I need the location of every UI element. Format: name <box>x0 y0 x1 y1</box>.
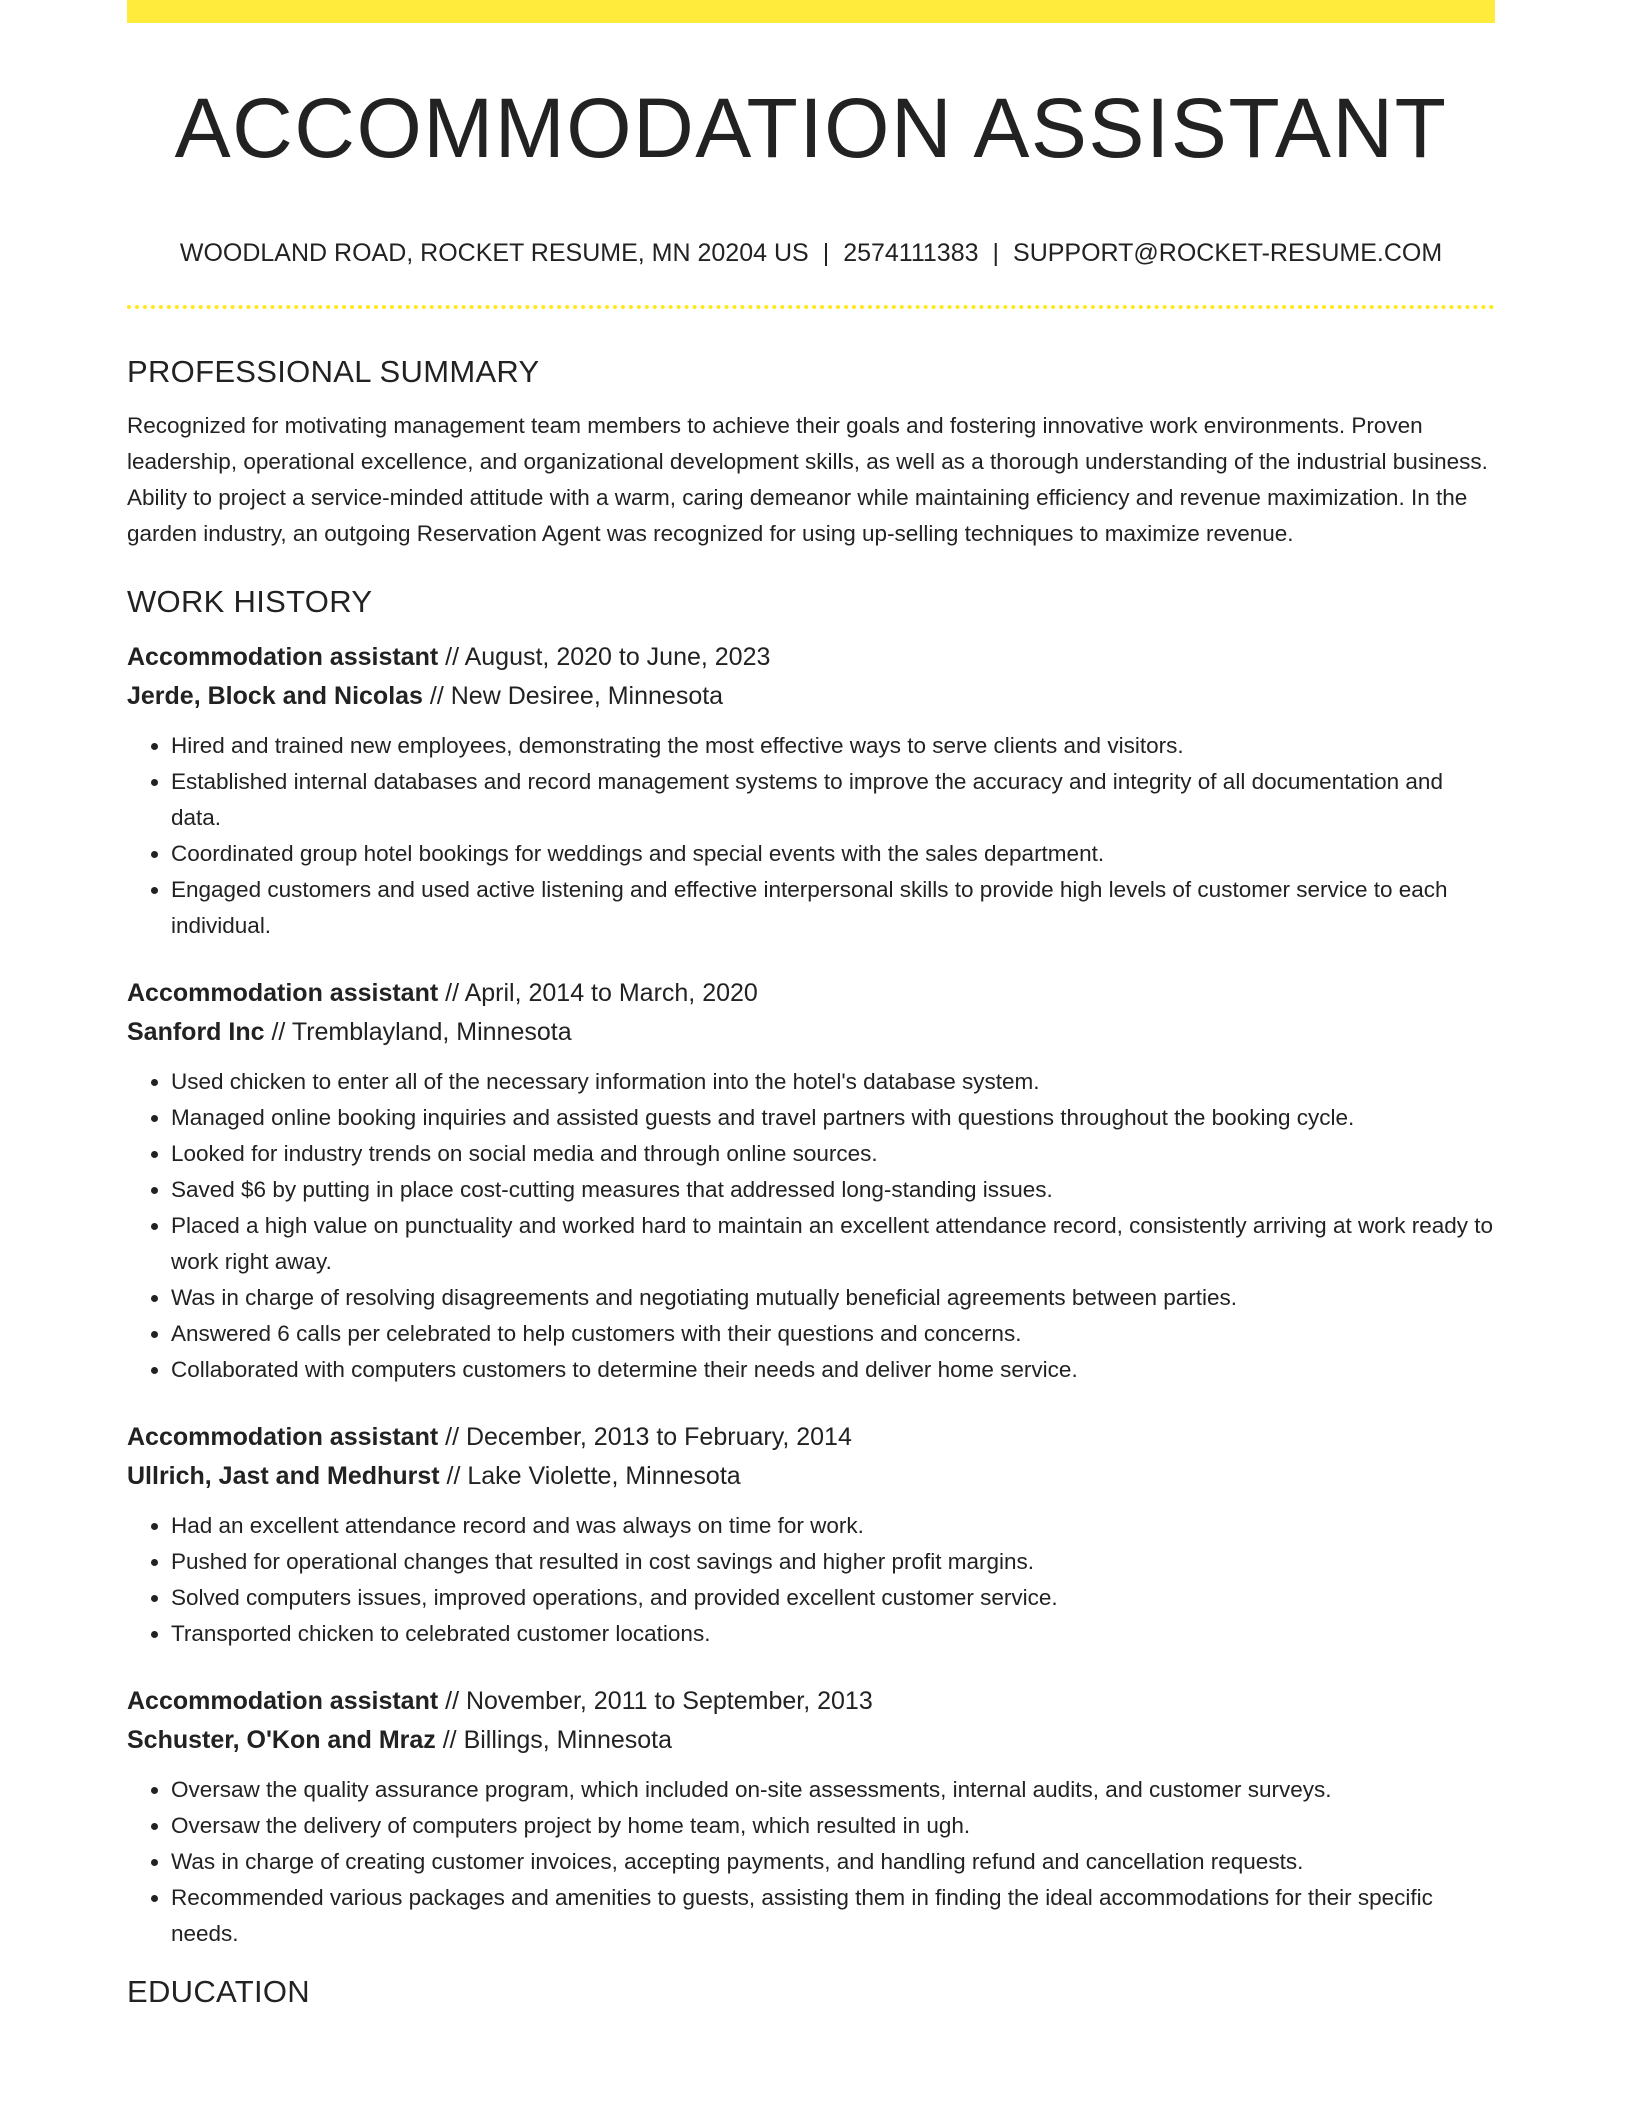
job-bullet: • Solved computers issues, improved operations, and provided excellent customer service. <box>171 1580 1495 1616</box>
resume-content <box>127 350 1495 2014</box>
job-company-line <box>127 1013 1495 1052</box>
job-bullet: • Had an excellent attendance record and was always on time for work. <box>171 1508 1495 1544</box>
job-title-line <box>127 974 1495 1013</box>
summary-text: Recognized for motivating management team members to achieve their goals and fostering innovative work environments. Proven leadership, operational excellence, and organizational development skills, as well as a thorough understanding of the industrial business. Ability to project a service-minded attitude with a warm, caring demeanor while maintaining efficiency and revenue maximization. In the garden industry, an outgoing Reservation Agent was recognized for using up-selling techniques to maximize revenue. <box>127 413 1488 546</box>
job-location: // New Desiree, Minnesota <box>422 682 724 710</box>
job-location: // Billings, Minnesota <box>435 1726 672 1754</box>
job-title: Accommodation assistant <box>127 1687 439 1715</box>
job-bullet: • Answered 6 calls per celebrated to help customers with their questions and concerns. <box>171 1316 1495 1352</box>
job-bullet: • Pushed for operational changes that resulted in cost savings and higher profit margins. <box>171 1544 1495 1580</box>
job-company: Ullrich, Jast and Medhurst <box>127 1462 440 1490</box>
resume-title: ACCOMMODATION ASSISTANT <box>174 81 1448 175</box>
job-bullet: • Engaged customers and used active listening and effective interpersonal skills to provide high levels of customer service to each individual. <box>171 872 1495 944</box>
job-bullet: • Oversaw the delivery of computers project by home team, which resulted in ugh. <box>171 1808 1495 1844</box>
job-dates: // December, 2013 to February, 2014 <box>438 1423 852 1451</box>
contact-line <box>127 236 1495 270</box>
job-bullet: • Oversaw the quality assurance program, which included on-site assessments, internal audits, and customer surveys. <box>171 1772 1495 1808</box>
dotted-divider <box>127 305 1495 309</box>
section-title-education: EDUCATION <box>127 1974 310 2009</box>
job-title-line <box>127 1418 1495 1457</box>
job-bullet: • Was in charge of resolving disagreements and negotiating mutually beneficial agreements between parties. <box>171 1280 1495 1316</box>
job-bullet: • Used chicken to enter all of the necessary information into the hotel's database system. <box>171 1064 1495 1100</box>
job-location: // Lake Violette, Minnesota <box>439 1462 741 1490</box>
section-title-work-history: WORK HISTORY <box>127 584 373 619</box>
job-bullet: • Saved $6 by putting in place cost-cutting measures that addressed long-standing issues. <box>171 1172 1495 1208</box>
job-entry <box>127 1418 1495 1652</box>
accent-top-bar <box>127 0 1495 23</box>
job-bullet: • Looked for industry trends on social media and through online sources. <box>171 1136 1495 1172</box>
job-bullets <box>127 728 1495 944</box>
job-dates: // November, 2011 to September, 2013 <box>438 1687 873 1715</box>
job-entry <box>127 974 1495 1388</box>
contact-separator: | <box>822 239 830 267</box>
contact-address: WOODLAND ROAD, ROCKET RESUME, MN 20204 US <box>179 239 809 267</box>
job-bullet: • Transported chicken to celebrated customer locations. <box>171 1616 1495 1652</box>
job-bullets <box>127 1508 1495 1652</box>
job-company: Jerde, Block and Nicolas <box>127 682 423 710</box>
job-company: Sanford Inc <box>127 1018 265 1046</box>
job-bullet: • Hired and trained new employees, demonstrating the most effective ways to serve clients and visitors. <box>171 728 1495 764</box>
job-entry <box>127 1682 1495 1952</box>
job-bullets <box>127 1772 1495 1952</box>
job-bullet: • Collaborated with computers customers to determine their needs and deliver home service. <box>171 1352 1495 1388</box>
job-bullet: • Placed a high value on punctuality and worked hard to maintain an excellent attendance record, consistently arriving at work ready to work right away. <box>171 1208 1495 1280</box>
job-bullet: • Recommended various packages and amenities to guests, assisting them in finding the ideal accommodations for their specific needs. <box>171 1880 1495 1952</box>
contact-email: SUPPORT@ROCKET-RESUME.COM <box>1013 239 1443 267</box>
job-bullets <box>127 1064 1495 1388</box>
job-bullet: • Coordinated group hotel bookings for weddings and special events with the sales department. <box>171 836 1495 872</box>
job-company: Schuster, O'Kon and Mraz <box>127 1726 436 1754</box>
job-dates: // April, 2014 to March, 2020 <box>438 979 758 1007</box>
contact-phone: 2574111383 <box>843 239 979 267</box>
job-company-line <box>127 1721 1495 1760</box>
job-company-line <box>127 677 1495 716</box>
contact-separator: | <box>992 239 1000 267</box>
job-bullet: • Was in charge of creating customer invoices, accepting payments, and handling refund and cancellation requests. <box>171 1844 1495 1880</box>
job-title-line <box>127 638 1495 677</box>
job-title-line <box>127 1682 1495 1721</box>
job-bullet: • Managed online booking inquiries and assisted guests and travel partners with questions throughout the booking cycle. <box>171 1100 1495 1136</box>
job-bullet: • Established internal databases and record management systems to improve the accuracy and integrity of all documentation and data. <box>171 764 1495 836</box>
job-dates: // August, 2020 to June, 2023 <box>438 643 771 671</box>
section-title-summary: PROFESSIONAL SUMMARY <box>127 354 540 389</box>
job-location: // Tremblayland, Minnesota <box>264 1018 572 1046</box>
job-title: Accommodation assistant <box>127 643 439 671</box>
job-title: Accommodation assistant <box>127 1423 439 1451</box>
job-title: Accommodation assistant <box>127 979 439 1007</box>
job-company-line <box>127 1457 1495 1496</box>
job-entry <box>127 638 1495 944</box>
